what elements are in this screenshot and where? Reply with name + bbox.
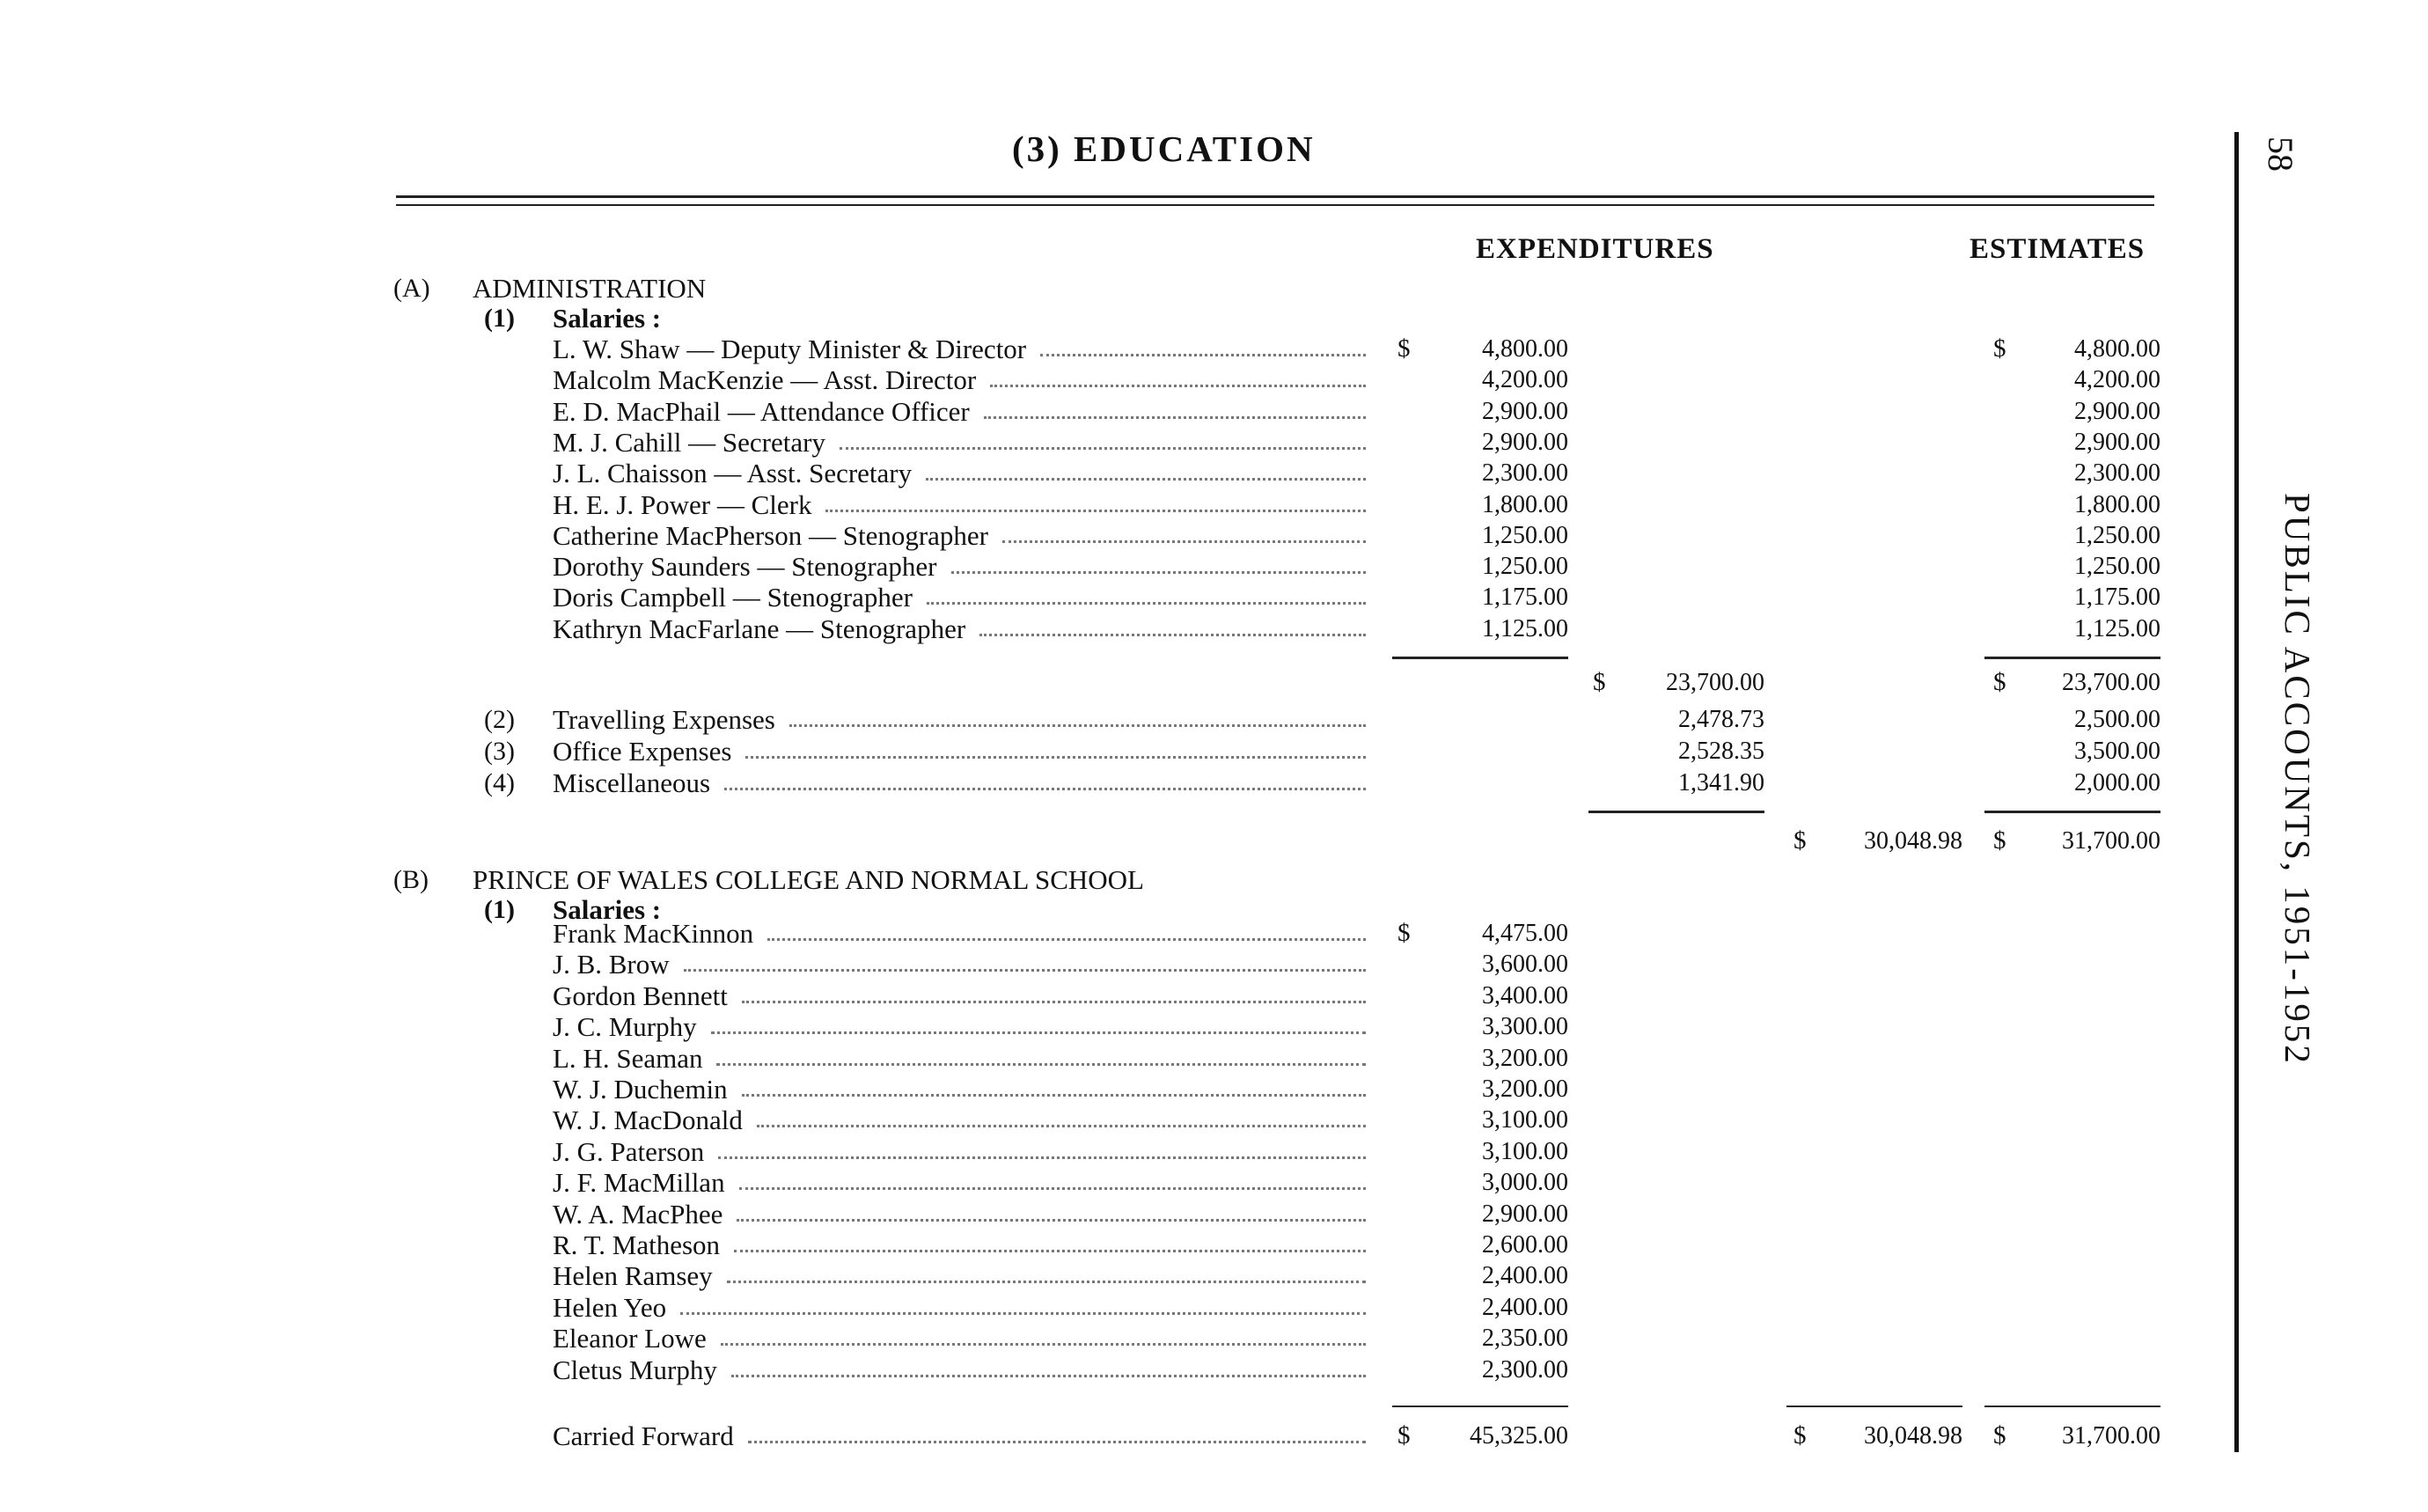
line-item-name-cell <box>553 1354 1371 1385</box>
salary-estimate: 1,250.00 <box>2074 553 2160 581</box>
currency-symbol: $ <box>1993 668 2006 696</box>
carried-forward-expenditure-total: 30,048.98 <box>1864 1422 1962 1450</box>
dot-leader <box>927 602 1366 605</box>
line-item-name: H. E. J. Power — Clerk <box>553 488 812 520</box>
carried-forward-expenditure-rule <box>1786 1406 1962 1407</box>
salary-row <box>0 520 2428 551</box>
salary-expenditure: 3,300.00 <box>1482 1013 1568 1041</box>
page-title: (3) EDUCATION <box>1012 128 1316 169</box>
line-item-name-cell <box>553 1323 1371 1354</box>
section-a-title: ADMINISTRATION <box>473 273 707 304</box>
carried-forward-estimate-total: 31,700.00 <box>2062 1422 2160 1450</box>
line-item-name: Kathryn MacFarlane — Stenographer <box>553 613 966 644</box>
expense-expenditure: 1,341.90 <box>1678 769 1764 796</box>
salary-estimate: 1,250.00 <box>2074 521 2160 549</box>
dot-leader <box>979 634 1366 636</box>
salary-row <box>0 1260 2428 1291</box>
dot-leader <box>767 938 1366 941</box>
line-item-name: W. J. MacDonald <box>553 1105 743 1136</box>
dot-leader <box>721 1343 1366 1346</box>
section-b-title: PRINCE OF WALES COLLEGE AND NORMAL SCHOOL <box>473 864 1144 895</box>
salary-expenditure: 4,200.00 <box>1482 366 1568 394</box>
dot-leader <box>757 1125 1366 1127</box>
section-a-salaries-title: Salaries : <box>553 303 662 334</box>
dot-leader <box>1002 540 1366 543</box>
line-item-name-cell <box>553 427 1371 458</box>
currency-symbol: $ <box>1593 668 1606 696</box>
line-item-name: J. G. Paterson <box>553 1135 705 1167</box>
line-item-name: J. F. MacMillan <box>553 1167 725 1199</box>
salary-row <box>0 1136 2428 1167</box>
salary-estimate: 1,125.00 <box>2074 614 2160 642</box>
section-a-total-row <box>0 826 2428 856</box>
salary-row <box>0 551 2428 582</box>
line-item-name-cell <box>553 582 1371 613</box>
salary-row <box>0 613 2428 644</box>
line-item-name: W. J. Duchemin <box>553 1074 728 1105</box>
line-item-name: J. B. Brow <box>553 949 670 980</box>
carried-forward-label: Carried Forward <box>553 1420 734 1451</box>
line-item-name: R. T. Matheson <box>553 1229 721 1260</box>
dot-leader <box>742 1094 1366 1097</box>
salary-expenditure: 2,900.00 <box>1482 1200 1568 1228</box>
expenditures-heading: EXPENDITURES <box>1476 233 1714 265</box>
line-item-name: Travelling Expenses <box>553 704 775 735</box>
dot-leader <box>718 1156 1366 1159</box>
salary-estimate: 1,175.00 <box>2074 584 2160 612</box>
section-a-estimate-total-rule <box>1984 811 2160 813</box>
salary-expenditure: 3,200.00 <box>1482 1044 1568 1072</box>
carried-forward-estimate-rule <box>1984 1406 2160 1407</box>
line-item-name: Catherine MacPherson — Stenographer <box>553 519 989 551</box>
salary-expenditure: 4,475.00 <box>1482 920 1568 947</box>
dot-leader <box>748 1441 1366 1443</box>
salary-row <box>0 582 2428 613</box>
line-item-name-cell <box>553 551 1371 582</box>
salary-row <box>0 334 2428 364</box>
salary-estimate: 2,900.00 <box>2074 397 2160 425</box>
line-item-name-cell <box>553 396 1371 427</box>
salary-expenditure: 4,800.00 <box>1482 335 1568 363</box>
currency-symbol: $ <box>1993 826 2006 855</box>
dot-leader <box>951 571 1367 574</box>
salary-row <box>0 980 2428 1011</box>
line-item-name: Gordon Bennett <box>553 980 728 1011</box>
line-item-name-cell <box>553 1260 1371 1291</box>
line-item-name: Helen Ramsey <box>553 1260 713 1292</box>
dot-leader <box>926 478 1366 481</box>
expense-estimate: 3,500.00 <box>2074 738 2160 765</box>
currency-symbol: $ <box>1397 334 1411 363</box>
line-item-name-cell <box>553 767 1371 798</box>
section-b-label: (B) <box>393 865 429 894</box>
section-a-expenditure-total-rule <box>1588 811 1764 813</box>
salary-expenditure: 3,600.00 <box>1482 951 1568 979</box>
dot-leader <box>680 1312 1366 1315</box>
currency-symbol: $ <box>1993 1421 2006 1450</box>
salary-expenditure: 3,100.00 <box>1482 1137 1568 1165</box>
carried-forward-salaries: 45,325.00 <box>1470 1422 1568 1450</box>
salary-expenditure: 1,250.00 <box>1482 521 1568 549</box>
line-item-name: Miscellaneous <box>553 767 711 798</box>
salary-expenditure: 1,250.00 <box>1482 553 1568 581</box>
salary-estimate: 2,300.00 <box>2074 459 2160 488</box>
dot-leader <box>731 1375 1366 1377</box>
line-item-name-cell <box>553 736 1371 767</box>
line-item-name: J. C. Murphy <box>553 1011 697 1043</box>
line-item-name-cell <box>553 613 1371 644</box>
currency-symbol: $ <box>1397 1421 1411 1450</box>
dot-leader <box>840 447 1366 450</box>
expense-expenditure: 2,478.73 <box>1678 706 1764 733</box>
line-item-name-cell <box>553 489 1371 520</box>
section-a-salaries-label: (1) <box>484 304 515 333</box>
line-item-name: Frank MacKinnon <box>553 918 754 949</box>
expense-estimate: 2,000.00 <box>2074 769 2160 796</box>
dot-leader <box>711 1031 1366 1034</box>
salary-expenditure: 2,350.00 <box>1482 1325 1568 1353</box>
salary-row <box>0 364 2428 395</box>
salary-expenditure: 2,900.00 <box>1482 428 1568 456</box>
carried-forward-row <box>0 1420 2428 1451</box>
salary-row <box>0 1105 2428 1135</box>
salary-expenditure: 3,200.00 <box>1482 1075 1568 1103</box>
dot-leader <box>825 510 1366 512</box>
running-head: PUBLIC ACCOUNTS, 1951-1952 <box>2278 493 2318 1066</box>
line-item-name-cell <box>553 1292 1371 1323</box>
section-a-total-estimate: 31,700.00 <box>2062 827 2160 855</box>
line-item-name-cell <box>553 1011 1371 1042</box>
estimates-heading: ESTIMATES <box>1970 233 2146 265</box>
dot-leader <box>1040 354 1366 356</box>
salary-expenditure: 3,400.00 <box>1482 981 1568 1009</box>
line-item-name-cell <box>553 1229 1371 1260</box>
salary-row <box>0 489 2428 520</box>
line-item-name: L. W. Shaw — Deputy Minister & Director <box>553 334 1027 364</box>
carried-forward-salaries-rule <box>1392 1406 1568 1407</box>
salary-row <box>0 1354 2428 1385</box>
currency-symbol: $ <box>1793 1421 1807 1450</box>
salary-expenditure: 1,125.00 <box>1482 614 1568 642</box>
salary-expenditure: 2,300.00 <box>1482 459 1568 488</box>
expense-row <box>0 767 2428 798</box>
line-item-name-cell <box>553 1136 1371 1167</box>
expense-item-number: (2) <box>484 705 515 734</box>
salary-row <box>0 1074 2428 1105</box>
dot-leader <box>789 724 1366 727</box>
salary-expenditure: 2,600.00 <box>1482 1231 1568 1259</box>
section-a-salaries-subtotal-rule <box>1392 657 1568 659</box>
section-a-estimate-subtotal-rule <box>1984 657 2160 659</box>
salary-expenditure: 1,175.00 <box>1482 584 1568 612</box>
expense-row <box>0 736 2428 767</box>
line-item-name-cell <box>553 980 1371 1011</box>
dot-leader <box>990 385 1366 387</box>
line-item-name: Eleanor Lowe <box>553 1323 707 1354</box>
section-a-label: (A) <box>393 274 430 303</box>
line-item-name-cell <box>553 458 1371 488</box>
header-rule-bottom <box>396 204 2154 206</box>
salary-row <box>0 1167 2428 1198</box>
expense-item-number: (3) <box>484 737 515 766</box>
carried-forward-label-cell <box>553 1420 1371 1451</box>
dot-leader <box>684 969 1366 972</box>
line-item-name: Cletus Murphy <box>553 1354 717 1385</box>
salary-row <box>0 458 2428 488</box>
line-item-name: Doris Campbell — Stenographer <box>553 582 913 613</box>
section-a-salaries-total-estimate: 23,700.00 <box>2062 669 2160 696</box>
line-item-name: Office Expenses <box>553 736 732 767</box>
salary-row <box>0 1199 2428 1229</box>
line-item-name-cell <box>553 918 1371 949</box>
dot-leader <box>716 1063 1366 1066</box>
dot-leader <box>724 788 1366 790</box>
salary-estimate: 2,900.00 <box>2074 428 2160 456</box>
line-item-name: J. L. Chaisson — Asst. Secretary <box>553 458 913 489</box>
salary-row <box>0 1323 2428 1354</box>
line-item-name-cell <box>553 334 1371 364</box>
line-item-name-cell <box>553 949 1371 980</box>
line-item-name: Dorothy Saunders — Stenographer <box>553 551 937 583</box>
dot-leader <box>745 756 1366 759</box>
salary-row <box>0 1043 2428 1074</box>
line-item-name: W. A. MacPhee <box>553 1198 723 1229</box>
currency-symbol: $ <box>1397 919 1411 947</box>
dot-leader <box>727 1281 1366 1283</box>
salary-row <box>0 1229 2428 1260</box>
line-item-name-cell <box>553 1199 1371 1229</box>
line-item-name: E. D. MacPhail — Attendance Officer <box>553 395 970 427</box>
line-item-name-cell <box>553 364 1371 395</box>
salary-row <box>0 1011 2428 1042</box>
page-number: 58 <box>2261 136 2300 172</box>
currency-symbol: $ <box>1793 826 1807 855</box>
salary-expenditure: 2,400.00 <box>1482 1262 1568 1290</box>
line-item-name-cell <box>553 520 1371 551</box>
expense-expenditure: 2,528.35 <box>1678 738 1764 765</box>
line-item-name-cell <box>553 1074 1371 1105</box>
expense-item-number: (4) <box>484 768 515 797</box>
salary-expenditure: 3,100.00 <box>1482 1106 1568 1134</box>
dot-leader <box>742 1001 1366 1003</box>
salary-row <box>0 918 2428 949</box>
salary-row <box>0 1292 2428 1323</box>
salary-expenditure: 2,300.00 <box>1482 1355 1568 1384</box>
line-item-name-cell <box>553 1167 1371 1198</box>
salary-expenditure: 2,400.00 <box>1482 1293 1568 1321</box>
currency-symbol: $ <box>1993 334 2006 363</box>
salary-row <box>0 396 2428 427</box>
salary-row <box>0 427 2428 458</box>
dot-leader <box>739 1187 1366 1190</box>
salary-expenditure: 1,800.00 <box>1482 490 1568 518</box>
salary-expenditure: 2,900.00 <box>1482 397 1568 425</box>
line-item-name: L. H. Seaman <box>553 1042 703 1074</box>
line-item-name-cell <box>553 704 1371 735</box>
line-item-name: M. J. Cahill — Secretary <box>553 426 825 458</box>
dot-leader <box>737 1219 1366 1222</box>
line-item-name: Malcolm MacKenzie — Asst. Director <box>553 364 977 396</box>
salary-expenditure: 3,000.00 <box>1482 1169 1568 1197</box>
expense-row <box>0 704 2428 735</box>
header-rule-top <box>396 195 2154 198</box>
dot-leader <box>984 416 1366 419</box>
salary-estimate: 4,800.00 <box>2074 335 2160 363</box>
section-b-salaries-label: (1) <box>484 895 515 924</box>
section-a-salaries-total-expenditure: 23,700.00 <box>1666 669 1764 696</box>
line-item-name-cell <box>553 1043 1371 1074</box>
salary-estimate: 1,800.00 <box>2074 490 2160 518</box>
expense-estimate: 2,500.00 <box>2074 706 2160 733</box>
line-item-name: Helen Yeo <box>553 1291 667 1323</box>
section-a-salaries-total-row <box>0 667 2428 698</box>
line-item-name-cell <box>553 1105 1371 1135</box>
section-a-total-expenditure: 30,048.98 <box>1864 827 1962 855</box>
salary-estimate: 4,200.00 <box>2074 366 2160 394</box>
salary-row <box>0 949 2428 980</box>
dot-leader <box>734 1250 1366 1252</box>
section-b-salaries-title: Salaries : <box>553 894 662 925</box>
